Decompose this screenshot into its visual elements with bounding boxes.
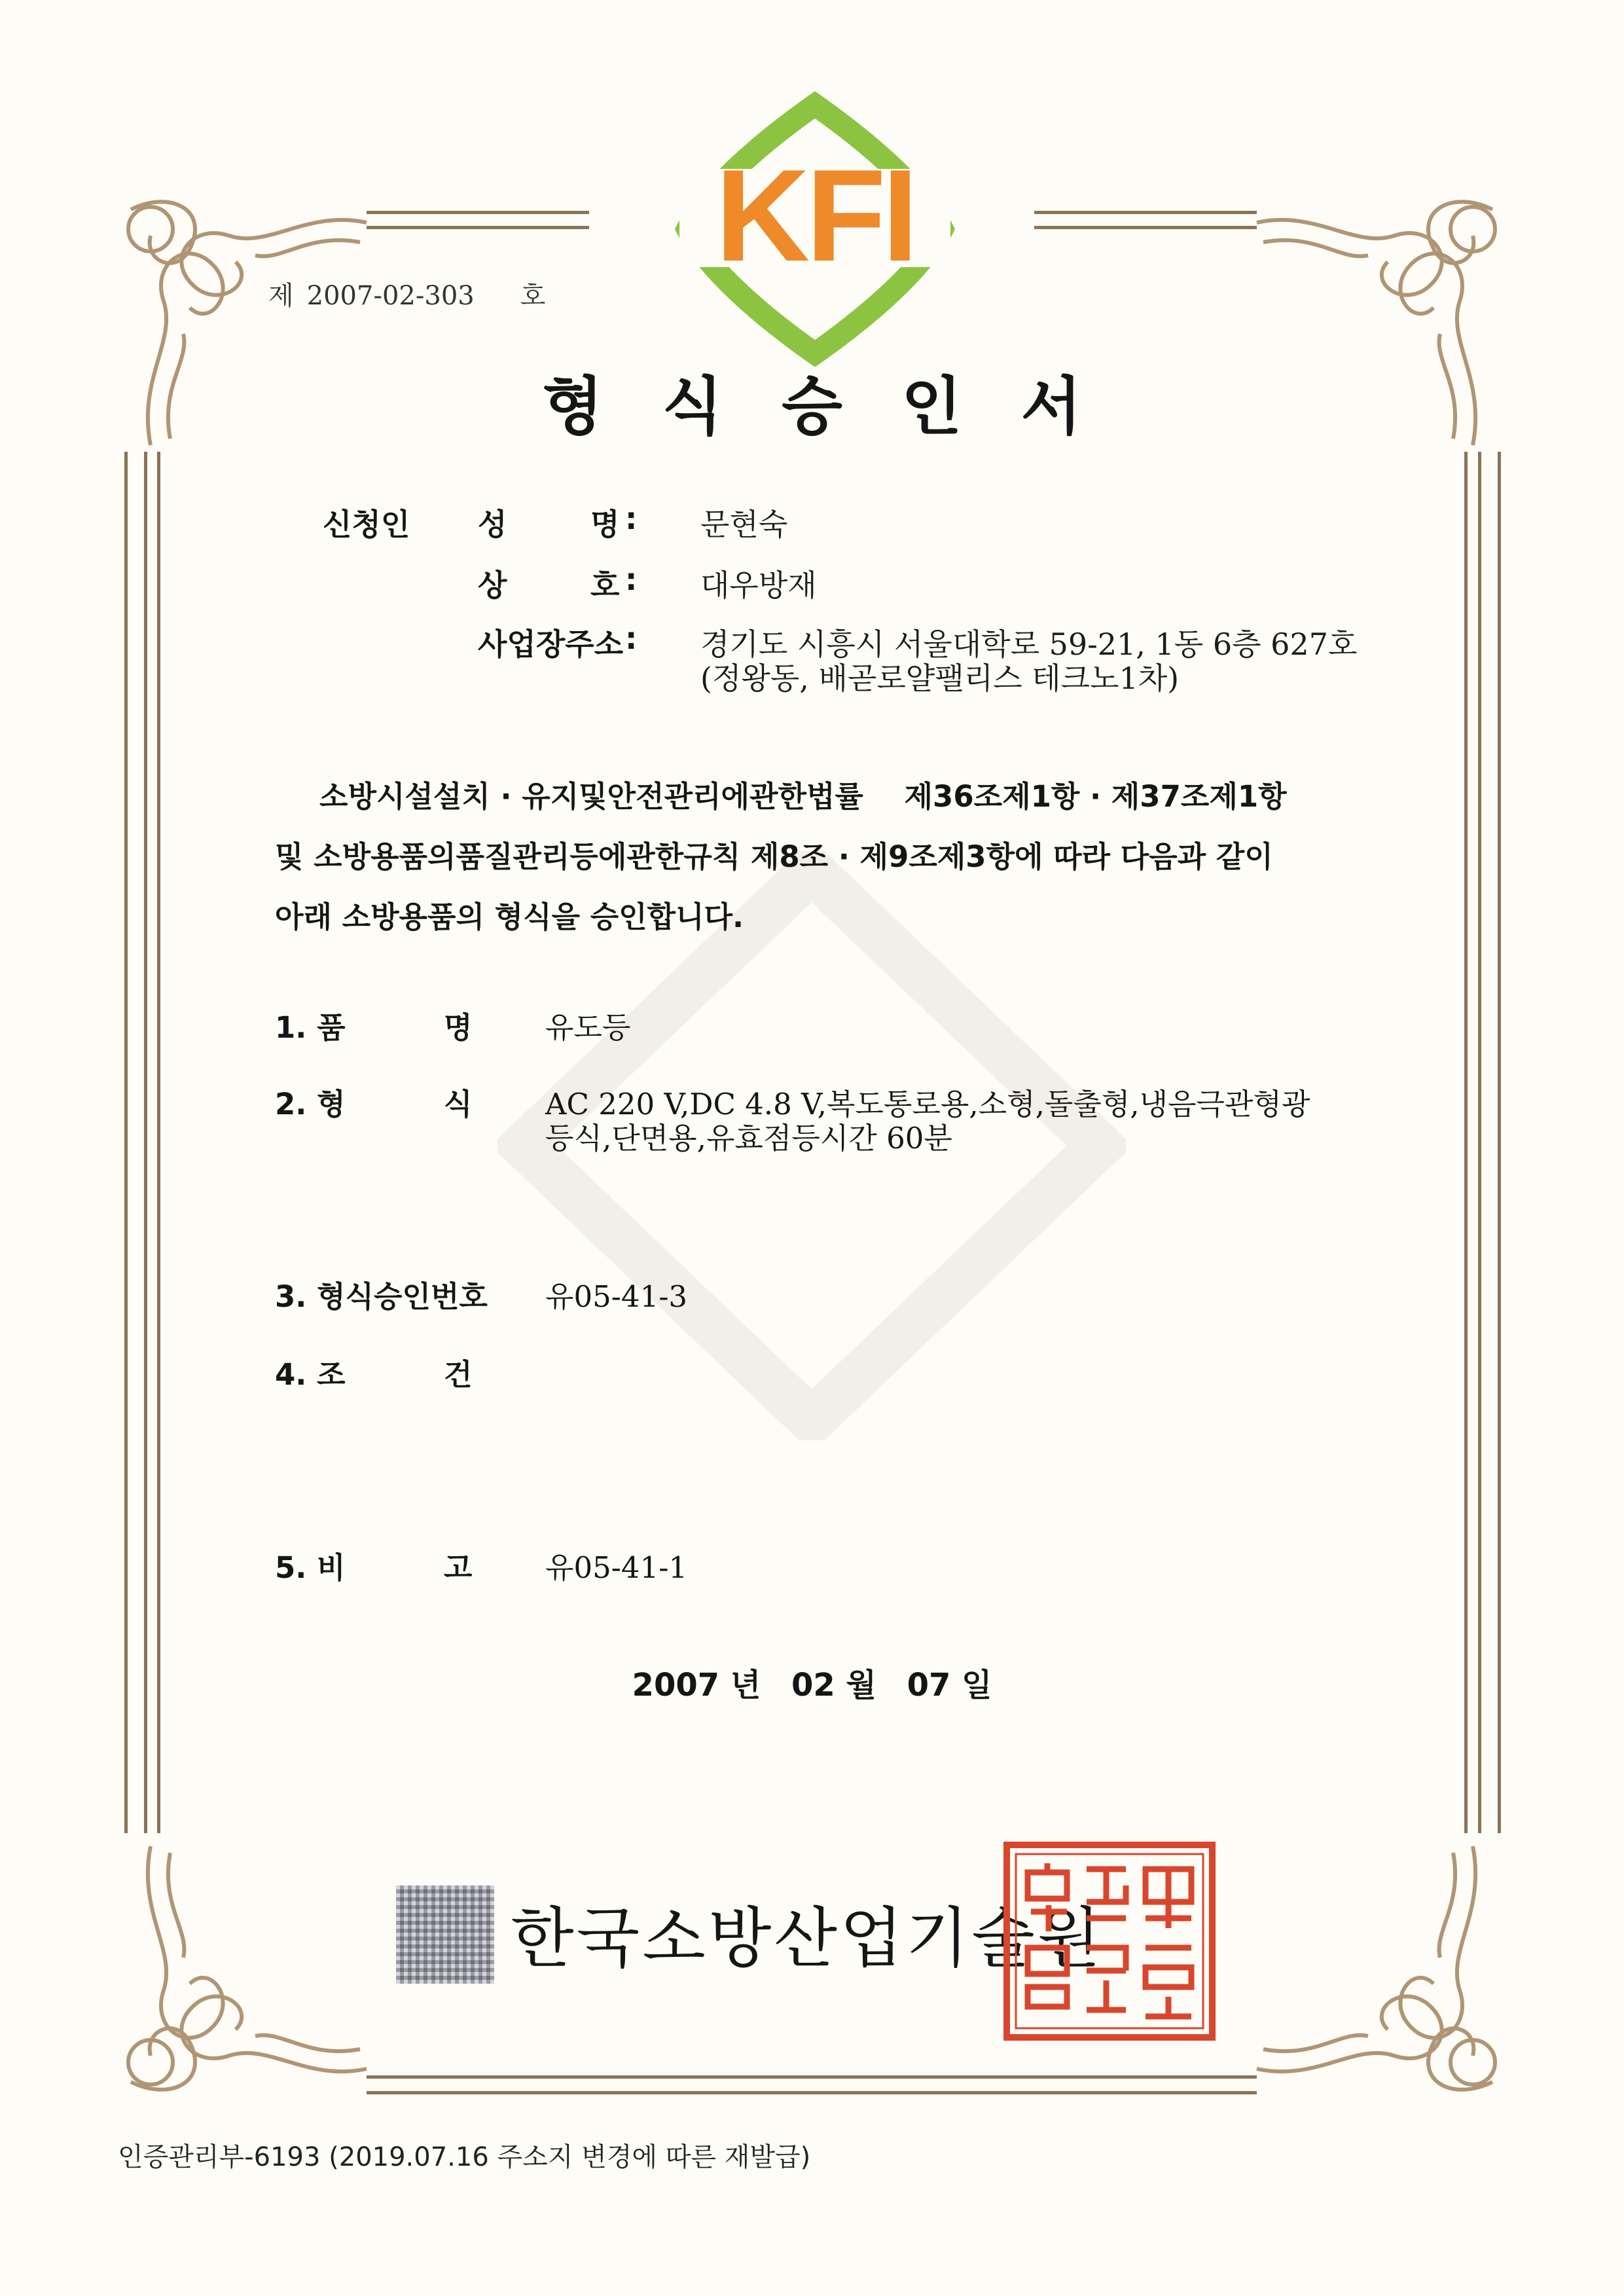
body-line-1: 소방시설설치 · 유지및안전관리에관한법률 제36조제1항 · 제37조제1항: [319, 779, 1287, 814]
item-2-value-line-1: AC 220 V,DC 4.8 V,복도통로용,소형,돌출형,냉음극관형광: [545, 1087, 1310, 1121]
date-day-unit: 일: [962, 1667, 992, 1704]
item-4-label-end: 건: [444, 1357, 473, 1392]
issue-date: [0, 1660, 1624, 1705]
cert-number-value: 2007-02-303: [306, 281, 475, 311]
item-3-label: 3. 형식승인번호: [275, 1279, 488, 1314]
body-line-3: 아래 소방용품의 형식을 승인합니다.: [275, 900, 744, 934]
address-line-1: 경기도 시흥시 서울대학로 59-21, 1동 6층 627호: [700, 627, 1358, 662]
hologram-sticker: [396, 1886, 494, 1984]
cert-number-suffix: 호: [520, 281, 546, 311]
issuer-name: 한국소방산업기술원: [511, 1900, 1104, 1977]
date-year-unit: 년: [730, 1667, 761, 1704]
company-name: 대우방재: [700, 568, 817, 603]
date-year: 2007: [632, 1667, 720, 1704]
company-colon: :: [625, 562, 638, 597]
address-line-2: (정왕동, 배곧로얄팰리스 테크노1차): [700, 661, 1180, 696]
date-month: 02: [791, 1667, 835, 1704]
address-label: 사업장주소: [478, 627, 624, 662]
address-colon: :: [625, 621, 638, 656]
body-line-2: 및 소방용품의품질관리등에관한규칙 제8조 · 제9조제3항에 따라 다음과 같이: [275, 839, 1273, 874]
company-label-b: 호: [590, 568, 620, 603]
ornament-bottom-left: [111, 1833, 373, 2108]
item-4-label: 4. 조: [275, 1357, 346, 1392]
kfi-logo: [674, 92, 956, 367]
item-1-label-end: 명: [444, 1010, 473, 1045]
item-5-label: 5. 비: [275, 1550, 346, 1585]
date-month-unit: 월: [846, 1667, 876, 1704]
item-2-value-line-2: 등식,단면용,유효점등시간 60분: [545, 1121, 952, 1156]
name-label-a: 성: [478, 507, 507, 542]
item-2-label: 2. 형: [275, 1087, 346, 1121]
cert-number-prefix: 제: [268, 281, 294, 311]
kfi-logo-text: KFI: [715, 143, 915, 289]
reissue-note: 인증관리부-6193 (2019.07.16 주소지 변경에 따른 재발급): [118, 2142, 811, 2172]
document-title: 형식승인서: [542, 370, 1141, 443]
official-seal: [1001, 1840, 1218, 2043]
item-5-value: 유05-41-1: [545, 1550, 688, 1585]
company-label-a: 상: [478, 568, 507, 603]
applicant-name: 문현숙: [700, 507, 788, 542]
name-colon: :: [625, 501, 638, 536]
ornament-bottom-right: [1250, 1833, 1512, 2108]
item-3-value: 유05-41-3: [545, 1279, 688, 1314]
item-5-label-end: 고: [444, 1550, 473, 1585]
date-day: 07: [907, 1667, 951, 1704]
item-1-value: 유도등: [545, 1010, 631, 1045]
certificate-number: [268, 275, 545, 312]
item-1-label: 1. 품: [275, 1010, 346, 1045]
item-2-label-end: 식: [444, 1087, 473, 1121]
name-label-b: 명: [590, 507, 620, 542]
applicant-heading: 신청인: [323, 507, 410, 542]
